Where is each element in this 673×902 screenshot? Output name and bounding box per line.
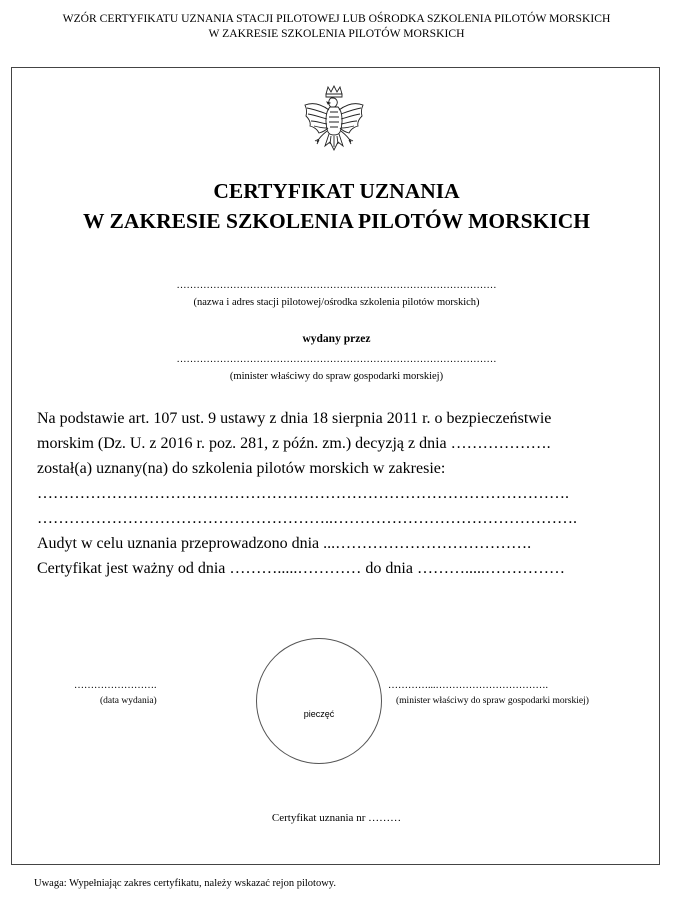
audit-line: Audyt w celu uznania przeprowadzono dnia ...………………………………. — [37, 535, 532, 552]
issue-date-dots: ……………………. — [74, 680, 157, 691]
certificate-number: Certyfikat uznania nr ……… — [271, 812, 402, 824]
header-line-1: WZÓR CERTYFIKATU UZNANIA STACJI PILOTOWEJ LUB OŚRODKA SZKOLENIA PILOTÓW MORSKICH — [62, 12, 611, 25]
polish-eagle-icon — [301, 84, 367, 156]
body-line-2: morskim (Dz. U. z 2016 r. poz. 281, z późn. zm.) decyzją z dnia ………………. — [37, 435, 551, 452]
title-line-2: W ZAKRESIE SZKOLENIA PILOTÓW MORSKICH — [83, 209, 590, 233]
title-line-1: CERTYFIKAT UZNANIA — [213, 179, 460, 203]
issued-by-dots: …………………………………………………………………………………… — [176, 354, 497, 365]
issued-by-caption: (minister właściwy do spraw gospodarki morskiej) — [229, 371, 444, 382]
scope-line-1: ………………………………………………………………………………………. — [37, 485, 569, 502]
minister-signature-dots: …………...……………………………. — [388, 680, 548, 691]
seal-label: pieczęć — [303, 709, 335, 719]
body-line-1: Na podstawie art. 107 ust. 9 ustawy z dnia 18 sierpnia 2011 r. o bezpieczeństwie — [37, 410, 552, 427]
validity-line: Certyfikat jest ważny od dnia ……….....………… do dnia ……….....…………… — [37, 560, 565, 577]
minister-signature-caption: (minister właściwy do spraw gospodarki morskiej) — [396, 696, 589, 706]
station-dots: …………………………………………………………………………………… — [176, 280, 497, 291]
issued-by-label: wydany przez — [302, 333, 371, 345]
station-caption: (nazwa i adres stacji pilotowej/ośrodka szkolenia pilotów morskich) — [193, 297, 480, 308]
header-line-2: W ZAKRESIE SZKOLENIA PILOTÓW MORSKICH — [208, 27, 465, 40]
body-line-3: został(a) uznany(na) do szkolenia pilotów morskich w zakresie: — [37, 460, 446, 477]
seal-circle — [256, 638, 382, 764]
scope-line-2: ………………………………………………..………………………………………. — [37, 510, 577, 527]
issue-date-caption: (data wydania) — [100, 696, 157, 706]
certificate-title — [0, 176, 673, 236]
document-header — [0, 11, 673, 41]
footnote: Uwaga: Wypełniając zakres certyfikatu, należy wskazać rejon pilotowy. — [34, 878, 336, 889]
